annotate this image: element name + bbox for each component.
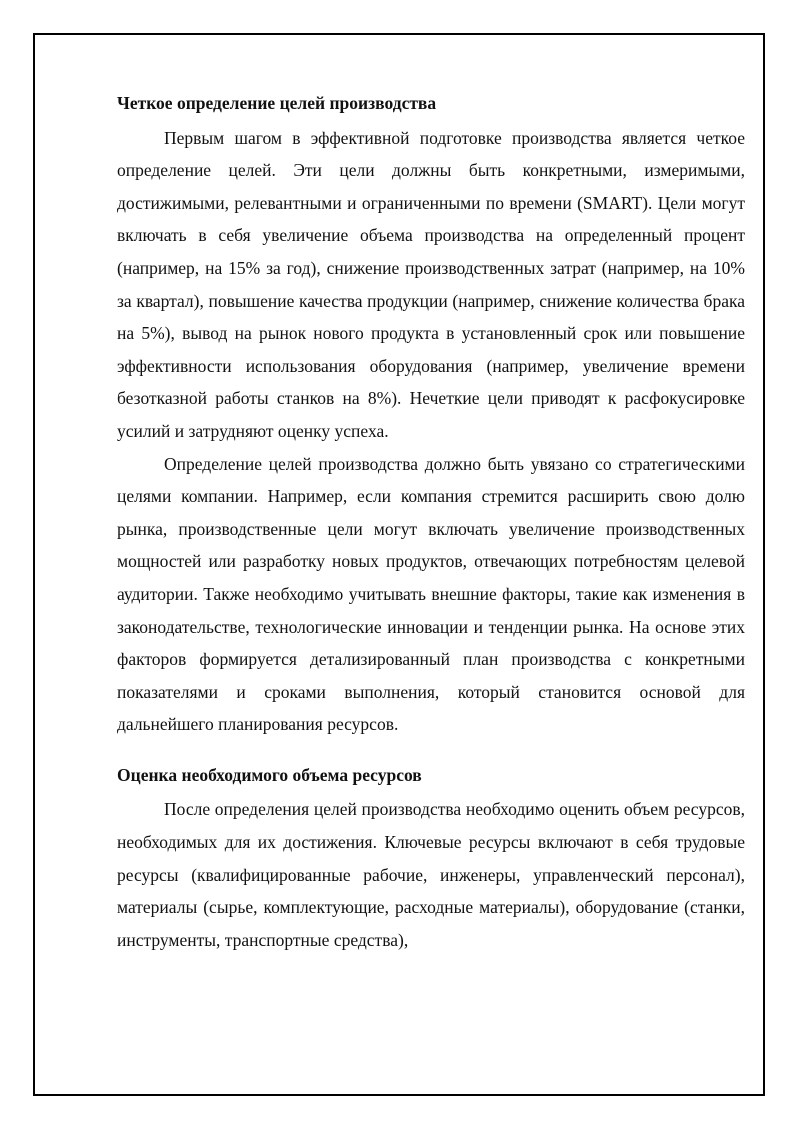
paragraph: Определение целей производства должно быть увязано со стратегическими целями компании. Например, если компания стремится расширить свою долю рынка, производственные цели могут включать увеличение производственных мощностей или разработку новых продуктов, отвечающих потребностям целевой аудитории. Также необходимо учитывать внешние факторы, такие как изменения в законодательстве, технологические инновации и тенденции рынка. На основе этих факторов формируется детализированный план производства с конкретными показателями и сроками выполнения, который становится основой для дальнейшего планирования ресурсов.	[117, 453, 745, 735]
paragraph: Первым шагом в эффективной подготовке производства является четкое определение целей. Эти цели должны быть конкретными, измеримыми, достижимыми, релевантными и ограниченными по времени (SMART). Цели могут включать в себя увеличение объема производства на определенный процент (например, на 15% за год), снижение производственных затрат (например, на 10% за квартал), повышение качества продукции (например, снижение количества брака на 5%), вывод на рынок нового продукта в установленный срок или повышение эффективности использования оборудования (например, увеличение времени безотказной работы станков на 8%). Нечеткие цели приводят к расфокусировке усилий и затрудняют оценку успеха.	[117, 127, 745, 441]
section-heading-resources: Оценка необходимого объема ресурсов	[117, 764, 422, 785]
page-border	[33, 33, 765, 1096]
paragraph: После определения целей производства необходимо оценить объем ресурсов, необходимых для их достижения. Ключевые ресурсы включают в себя трудовые ресурсы (квалифицированные рабочие, инженеры, управленческий персонал), материалы (сырье, комплектующие, расходные материалы), оборудование (станки, инструменты, транспортные средства),	[117, 799, 745, 950]
document-body	[117, 87, 745, 956]
section-heading-goals: Четкое определение целей производства	[117, 93, 437, 113]
